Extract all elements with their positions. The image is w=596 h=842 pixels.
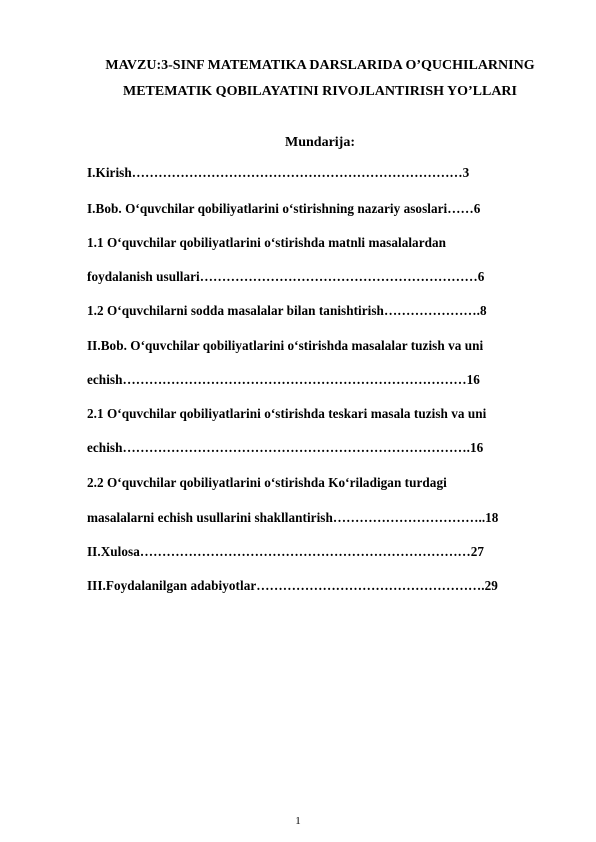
toc-entry-section-2-1: 2.1 O‘quvchilar qobiliyatlarini o‘stirishda teskari masala tuzish va uni [87, 406, 487, 421]
document-title-line-2: METEMATIK QOBILAYATINI RIVOJLANTIRISH YO’LLARI [122, 84, 517, 99]
toc-entry-section-1-2: 1.2 O‘quvchilarni sodda masalalar bilan tanishtirish………………….8 [87, 303, 487, 318]
toc-entry-section-2-1-continued: echish…………………………………………………………………….16 [87, 440, 484, 455]
toc-entry-kirish: I.Kirish…………………………………………………………………3 [87, 165, 470, 180]
toc-entry-section-1-1: 1.1 O‘quvchilar qobiliyatlarini o‘stirishda matnli masalalardan [87, 235, 447, 250]
toc-entry-section-1-1-continued: foydalanish usullari………………………………………………………6 [87, 269, 485, 284]
toc-entry-xulosa: II.Xulosa…………………………………………………………………27 [87, 544, 485, 559]
toc-entry-section-2-2: 2.2 O‘quvchilar qobiliyatlarini o‘stirishda Ko‘riladigan turdagi [87, 475, 447, 490]
toc-entry-chapter-2: II.Bob. O‘quvchilar qobiliyatlarini o‘stirishda masalalar tuzish va uni [87, 338, 484, 353]
toc-entry-chapter-1: I.Bob. O‘quvchilar qobiliyatlarini o‘stirishning nazariy asoslari……6 [87, 201, 481, 216]
toc-entry-section-2-2-continued: masalalarni echish usullarini shakllantirish……………………………..18 [87, 510, 499, 525]
page-number: 1 [295, 815, 301, 827]
contents-heading: Mundarija: [285, 135, 355, 150]
toc-entry-chapter-2-continued: echish……………………………………………………………………16 [87, 372, 480, 387]
document-title-line-1: MAVZU:3-SINF MATEMATIKA DARSLARIDA O’QUCHILARNING [105, 58, 535, 73]
toc-entry-bibliography: III.Foydalanilgan adabiyotlar…………………………………………….29 [87, 578, 498, 593]
